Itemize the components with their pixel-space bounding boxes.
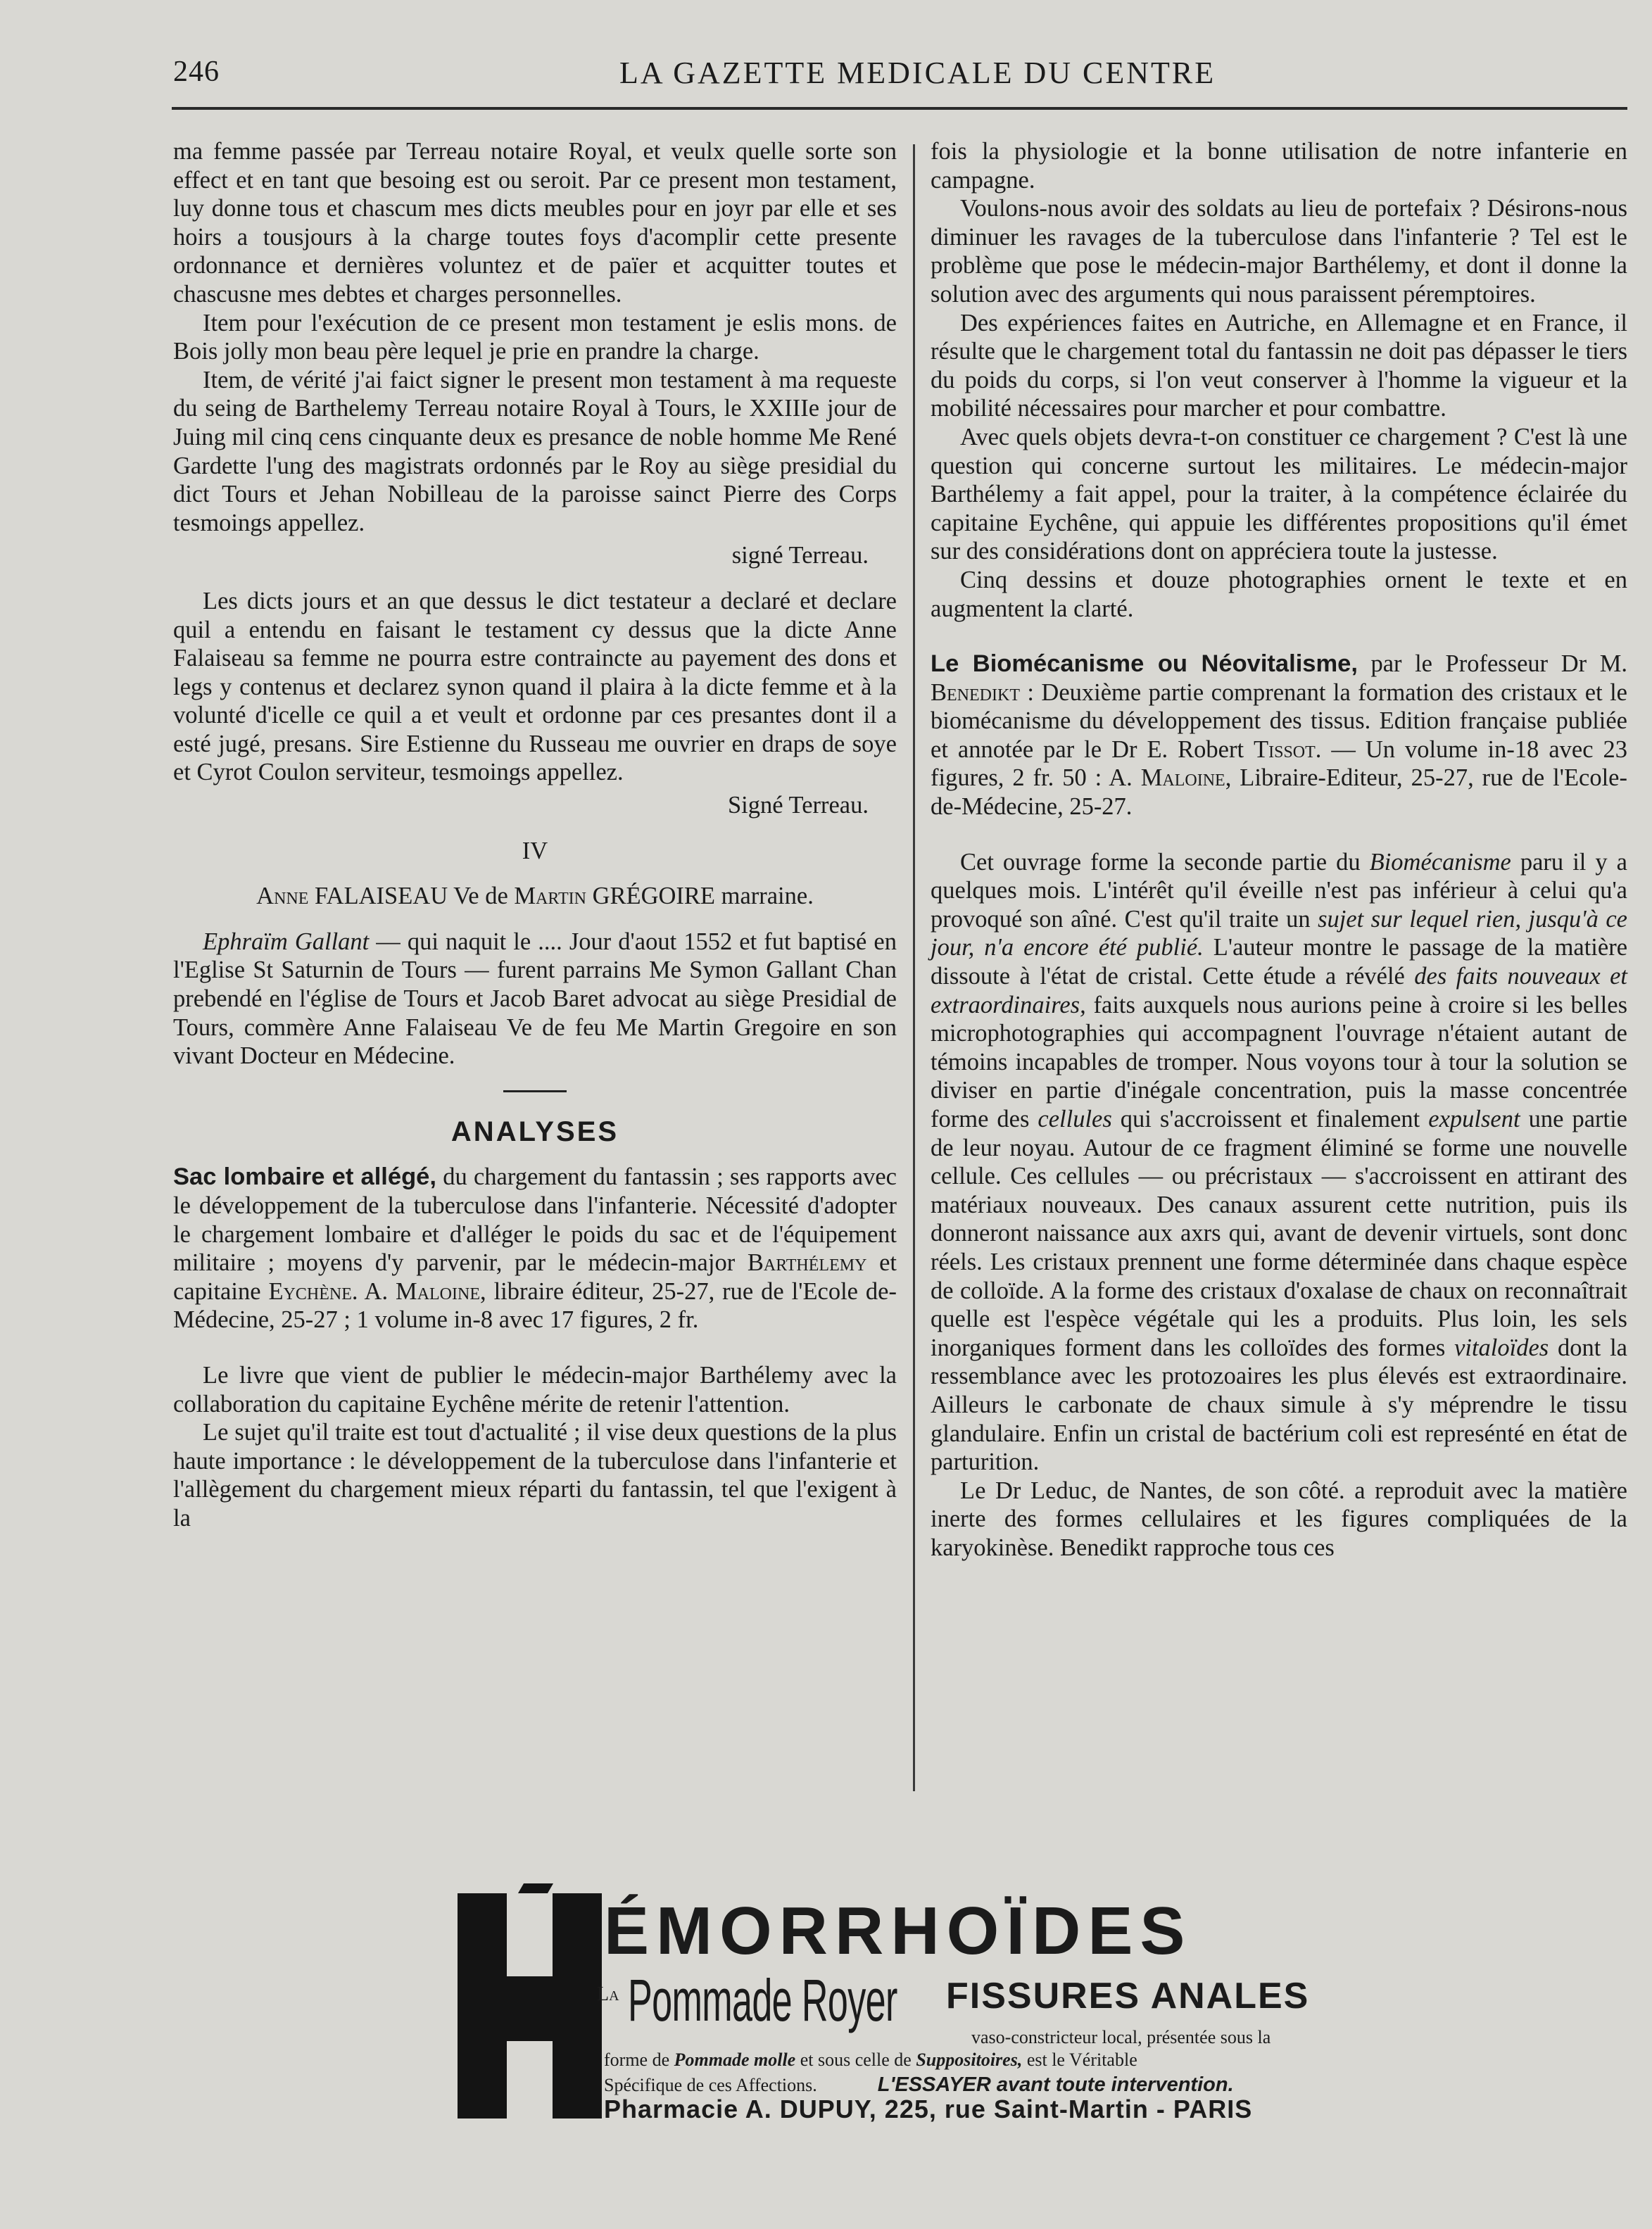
first-name: Anne — [256, 883, 309, 910]
italic-text: vitaloïdes — [1454, 1334, 1549, 1361]
husband-surname: GRÉGOIRE — [592, 883, 715, 910]
left-column — [173, 137, 897, 1533]
widow-of: Ve de — [453, 883, 508, 910]
paragraph-text: — qui naquit le .... Jour d'aout 1552 et fut baptisé en l'Eglise St Saturnin de Tours — furent parrains Me Symon Gallant Chan prebendé en l'église de Tours et Jacob Baret advocat au siège Presidial de Tours, commère Anne Falaiseau Ve de feu Me Martin Gregoire en son vivant Docteur en Médecine. — [173, 928, 897, 1070]
publisher-name: Maloine — [396, 1277, 481, 1305]
ad-italic-text: Pommade molle — [674, 2050, 796, 2070]
citation-text: du chargement du fantassin ; ses rapports avec le développement de la tuberculose dans l'infanterie. Nécessité d'adopter le chargement lombaire et d'alléger le poids du sac et de l'équipement militaire ; moyens d'y parvenir, par le médecin-major — [173, 1163, 897, 1277]
signature: signé Terreau. — [731, 542, 869, 569]
ad-text-line: vaso-constricteur local, présentée sous la — [971, 2027, 1271, 2047]
paragraph-text: dont la ressemblance avec les protozoaires les plus élevés est extraordinaire. Ailleurs le carbonate de chaux simule à s'y méprendre le tissu glandulaire. Enfin un cristal de bactérium coli est represénté en état de parturition. — [931, 1334, 1627, 1476]
paragraph-text: paru il y a quelques mois. L'intérêt qu'il éveille n'est pas inférieur à celui qu'a provoqué son aîné. C'est qu'il traite un — [931, 848, 1627, 933]
running-title: LA GAZETTE MEDICALE DU CENTRE — [619, 56, 1216, 90]
big-h-letter — [458, 1893, 602, 2119]
author-name: Barthélemy — [747, 1249, 867, 1277]
paragraph: Le sujet qu'il traite est tout d'actualité ; il vise deux questions de la plus haute importance : le développement de la tuberculose dans l'infanterie et l'allègement du chargement mieux réparti du fantassin, tel que l'exigent à la — [173, 1419, 897, 1532]
ad-callout: L'ESSAYER avant toute intervention. — [877, 2073, 1234, 2096]
ad-text: forme de — [604, 2050, 674, 2070]
paragraph — [931, 848, 1627, 1477]
citation-text: : Deuxième partie comprenant la formation des cristaux et le biomécanisme du développement des tissus. Edition française publiée et annotée par le Dr E. Robert — [931, 678, 1627, 763]
paragraph: Le livre que vient de publier le médecin-major Barthélemy avec la collaboration du capitaine Eychêne mérite de retenir l'attention. — [173, 1361, 897, 1417]
italic-name: Ephraïm Gallant — [203, 928, 370, 955]
right-column — [931, 137, 1627, 1562]
husband-first-name: Martin — [514, 883, 586, 910]
paragraph-text: faits auxquels nous aurions peine à croire si les belles microphotographies qui accompagnent l'ouvrage n'étaient autant de témoins incapables de tromper. Nous voyons tour à tour la solution se diviser en partie d'inégale concentration, puis la masse concentrée forme des — [931, 991, 1627, 1132]
italic-text: expulsent — [1428, 1106, 1520, 1132]
author-name: Eychène — [268, 1277, 352, 1305]
ad-address: Pharmacie A. DUPUY, 225, rue Saint-Martin - PARIS — [604, 2095, 1253, 2123]
paragraph: ma femme passée par Terreau notaire Royal, et veulx quelle sorte son effect et en tant que besoing est ou seroit. Par ce present mon testament, luy donne tous et chascum mes dicts meubles pour en joyr par elle et ses hoirs a tousjours à la charge toutes foys d'acomplir cette presente ordonnance et dernières voluntez et de païer et acquitter toutes et chascusne mes debtes et charges personnelles. — [173, 138, 897, 308]
column-rule — [913, 144, 915, 1791]
header-rule — [172, 107, 1627, 110]
publisher-name: Maloine — [1140, 764, 1225, 792]
ad-title: ÉMORRHOÏDES — [604, 1893, 1192, 1969]
ad-text: est le Véritable — [1022, 2050, 1137, 2070]
ad-brand: Pommade Royer — [628, 1967, 897, 2033]
paragraph: Item, de vérité j'ai faict signer le present mon testament à ma requeste du seing de Barthelemy Terreau notaire Royal à Tours, le XXIIIe jour de Juing mil cinq cens cinquante deux es presance de noble homme Me René Gardette l'ung des magistrats ordonnés par le Roy au siège presidial du dict Tours et Jehan Nobilleau de la paroisse sainct Pierre des Corps tesmoings appellez. — [173, 366, 897, 536]
page-number: 246 — [173, 56, 220, 88]
marraine-heading — [173, 882, 897, 911]
paragraph: Avec quels objets devra-t-on constituer ce chargement ? C'est là une question qui concerne surtout les militaires. Le médecin-major Barthélemy a fait appel, pour la traiter, à la compétence éclairée du capitaine Eychêne, qui appuie les différentes propositions qu'il émet sur des considérations dont on appréciera toute la justesse. — [931, 423, 1627, 565]
ad-text: Spécifique de ces Affections. — [604, 2075, 817, 2095]
citation-text: , libraire éditeur, 25-27, rue de l'Ecole de-Médecine, 25-27 ; 1 volume in-8 avec 17 figures, 2 fr. — [173, 1277, 897, 1334]
paragraph: Voulons-nous avoir des soldats au lieu de portefaix ? Désirons-nous diminuer les ravages de la tuberculose dans l'infanterie ? Tel est le problème que pose le médecin-major Barthélemy, et dont il donne la solution avec des arguments qui nous paraissent péremptoires. — [931, 195, 1627, 308]
section-divider — [503, 1090, 567, 1092]
paragraph-text: qui s'accroissent et finalement — [1111, 1106, 1429, 1132]
italic-text: sujet sur lequel rien, jusqu'à ce jour, n'a encore été publié. — [931, 905, 1627, 961]
citation-text: et capitaine — [173, 1249, 897, 1305]
ad-article: La — [597, 1983, 619, 2005]
italic-text: cellules — [1038, 1106, 1112, 1132]
role: marraine. — [721, 883, 814, 910]
italic-text: des faits nouveaux et extraordinaires, — [931, 963, 1627, 1018]
citation-text: , Libraire-Editeur, 25-27, rue de l'Ecole-de-Médecine, 25-27. — [931, 764, 1627, 821]
paragraph: Le Dr Leduc, de Nantes, de son côté. a reproduit avec la matière inerte des formes cellulaires et les figures compliquées de la karyokinèse. Benedikt rapproche tous ces — [931, 1477, 1627, 1561]
review-title: Sac lombaire et allégé, — [173, 1163, 436, 1191]
paragraph: fois la physiologie et la bonne utilisation de notre infanterie en campagne. — [931, 138, 1627, 194]
paragraph: Les dicts jours et an que dessus le dict testateur a declaré et declare quil a entendu en faisant le testament cy dessus que la dicte Anne Falaiseau sa femme ne pourra estre contraincte au payement des dons et legs y contenus et declarez synon quand il plaira à la dicte femme et à la volunté d'icelle ce quil a et veult et ordonne par ces presantes dont il a esté jugé, presans. Sire Estienne du Russeau me ouvrier en draps de soye et Cyrot Coulon serviteur, tesmoings appellez. — [173, 587, 897, 786]
paragraph: Item pour l'exécution de ce present mon testament je eslis mons. de Bois jolly mon beau père lequel je prie en prandre la charge. — [173, 309, 897, 365]
section-title: ANALYSES — [450, 1116, 619, 1147]
paragraph: Des expériences faites en Autriche, en Allemagne et en France, il résulte que le chargement total du fantassin ne doit pas dépasser le tiers du poids du corps, si l'on veut conserver à l'homme la vigueur et la mobilité nécessaires pour marcher et pour combattre. — [931, 309, 1627, 422]
ad-text-line — [604, 2050, 1137, 2071]
roman-numeral: IV — [522, 837, 548, 864]
ad-text-line — [604, 2073, 1234, 2097]
ad-italic-text: Suppositoires, — [916, 2050, 1023, 2070]
paragraph — [173, 928, 897, 1071]
paragraph-text: Cet ouvrage forme la seconde partie du — [960, 848, 1370, 876]
advertisement — [458, 1893, 1394, 2123]
citation-text: . — Un volume in-18 avec 23 figures, 2 fr. 50 : A. — [931, 735, 1627, 792]
paragraph: Cinq dessins et douze photographies ornent le texte et en augmentent la clarté. — [931, 566, 1627, 622]
ad-subtitle: FISSURES ANALES — [946, 1976, 1310, 2016]
signature: Signé Terreau. — [727, 792, 869, 819]
citation-text: par le Professeur Dr M. — [1357, 650, 1627, 678]
citation-text: . A. — [351, 1277, 396, 1305]
author-name: Benedikt — [931, 678, 1020, 706]
italic-text: Biomécanisme — [1369, 848, 1511, 876]
paragraph-text: L'auteur montre le passage de la matière dissoute à l'état de cristal. Cette étude a révélé — [931, 934, 1628, 990]
ad-text: et sous celle de — [795, 2050, 916, 2070]
surname: FALAISEAU — [315, 883, 448, 910]
review-citation — [931, 650, 1627, 821]
review-citation — [173, 1163, 897, 1334]
paragraph-text: une partie de leur noyau. Autour de ce fragment éliminé se forme une nouvelle cellule. Ces cellules — ou précristaux — s'accroissent en attirant des matériaux nouveaux. Des canaux assurent cette nutrition, puis ils donneront naissance aux axrs qui, avant de devenir virtuels, sont donc réels. Les cristaux prennent une forme déterminée dans chaque espèce de colloïde. A la forme des cristaux d'oxalase de chaux on reconnaîtrait quelle est l'espèce végétale qui les a produits. Plus loin, les sels inorganiques forment dans les colloïdes des formes — [931, 1106, 1627, 1361]
review-title: Le Biomécanisme ou Néovitalisme, — [931, 650, 1358, 678]
editor-name: Tissot — [1254, 735, 1316, 763]
